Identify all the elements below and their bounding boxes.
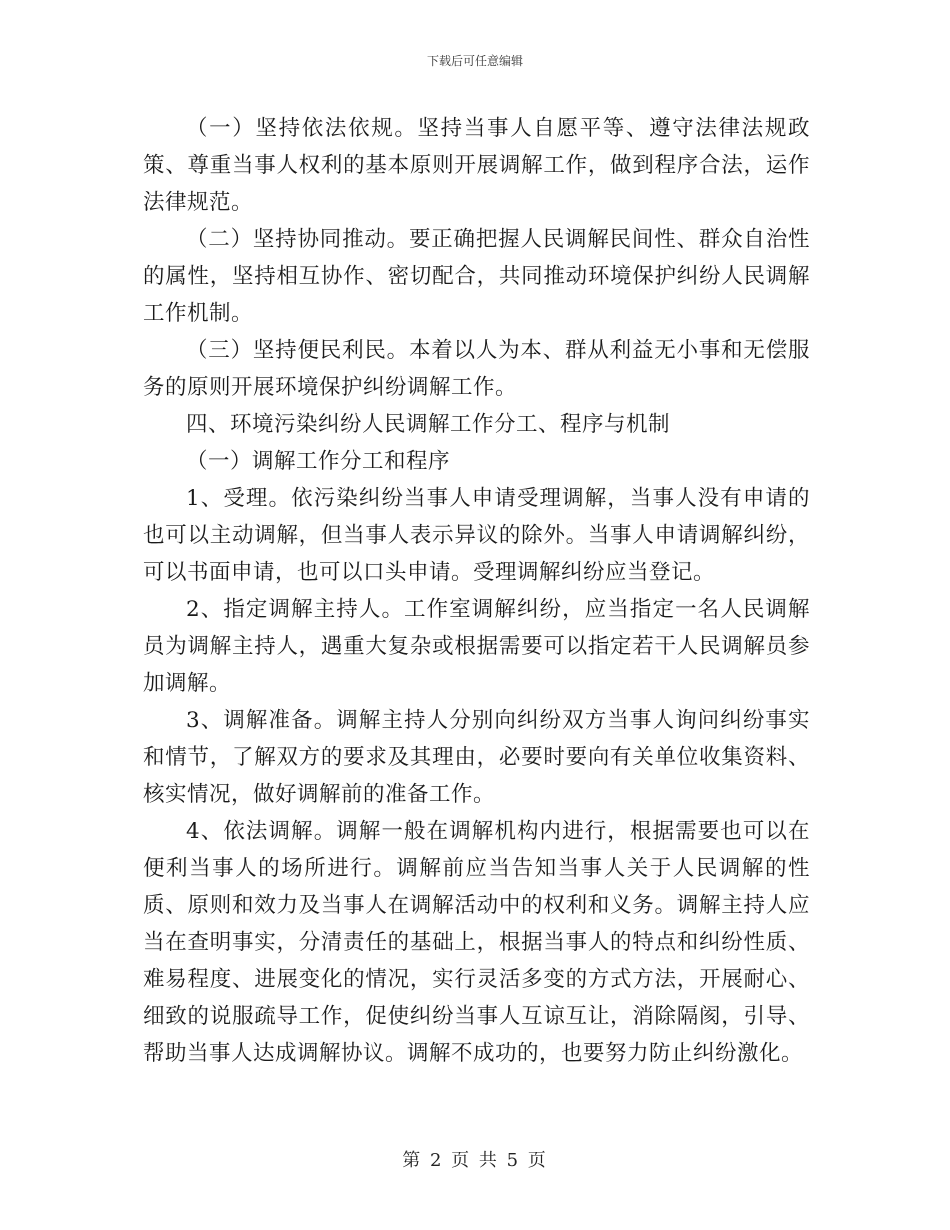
document-body [143,110,810,1072]
paragraph-principle-3: （三）坚持便民利民。本着以人为本、群从利益无小事和无偿服务的原则开展环境保护纠纷调解工作。 [143,338,810,400]
paragraph-principle-2: （二）坚持协同推动。要正确把握人民调解民间性、群众自治性的属性，坚持相互协作、密切配合，共同推动环境保护纠纷人民调解工作机制。 [143,227,810,326]
paragraph-step-1: 1、受理。依污染纠纷当事人申请受理调解，当事人没有申请的也可以主动调解，但当事人表示异议的除外。当事人申请调解纠纷，可以书面申请，也可以口头申请。受理调解纠纷应当登记。 [143,486,810,585]
subsection-heading-1: （一）调解工作分工和程序 [186,449,451,474]
page-number-footer: 第 2 页 共 5 页 [402,1150,548,1171]
page-header: 下载后可任意编辑 [426,54,523,68]
section-heading-4: 四、环境污染纠纷人民调解工作分工、程序与机制 [186,412,671,437]
paragraph-step-3: 3、调解准备。调解主持人分别向纠纷双方当事人询问纠纷事实和情节，了解双方的要求及其理由，必要时要向有关单位收集资料、核实情况，做好调解前的准备工作。 [143,708,810,807]
paragraph-step-4: 4、依法调解。调解一般在调解机构内进行，根据需要也可以在便利当事人的场所进行。调解前应当告知当事人关于人民调解的性质、原则和效力及当事人在调解活动中的权利和义务。调解主持人应当在查明事实，分清责任的基础上，根据当事人的特点和纠纷性质、难易程度、进展变化的情况，实行灵活多变的方式方法，开展耐心、细致的说服疏导工作，促使纠纷当事人互谅互让，消除隔阂，引导、帮助当事人达成调解协议。调解不成功的，也要努力防止纠纷激化。 [143,819,810,1066]
paragraph-principle-1: （一）坚持依法依规。坚持当事人自愿平等、遵守法律法规政策、尊重当事人权利的基本原则开展调解工作，做到程序合法，运作法律规范。 [143,116,810,215]
paragraph-step-2: 2、指定调解主持人。工作室调解纠纷，应当指定一名人民调解员为调解主持人，遇重大复杂或根据需要可以指定若干人民调解员参加调解。 [143,597,810,696]
